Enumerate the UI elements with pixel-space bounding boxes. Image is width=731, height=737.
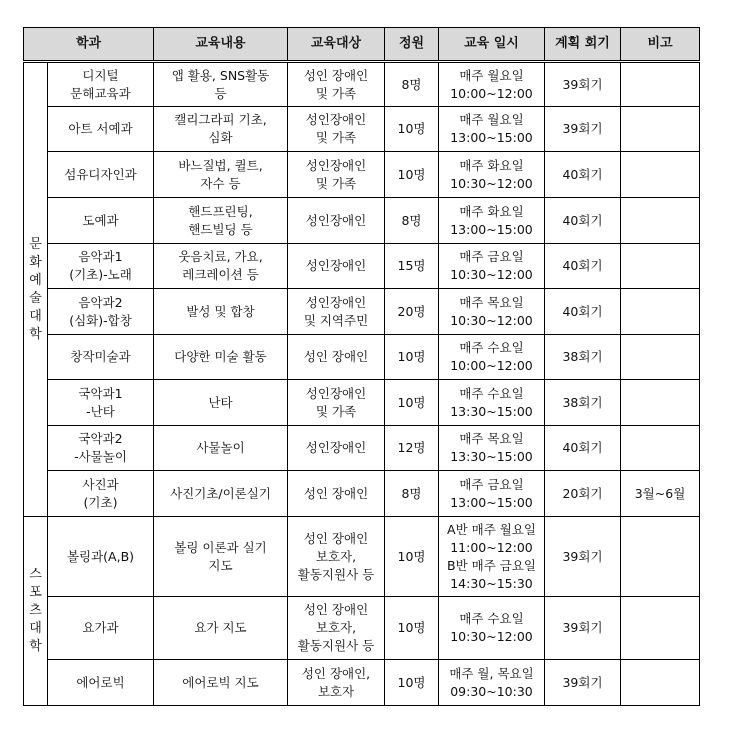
target-cell-line: 성인 장애인 — [303, 602, 369, 617]
schedule-cell-line: 13:30~15:00 — [450, 403, 533, 419]
header-target: 교육대상 — [288, 28, 385, 62]
schedule-cell-line: 14:30~15:30 — [450, 575, 533, 591]
table-row — [24, 335, 700, 380]
sessions-cell: 38회기 — [545, 335, 621, 380]
department-cell — [48, 660, 154, 706]
schedule-cell — [439, 107, 545, 152]
group-label-char: 대 — [29, 621, 42, 636]
department-cell-line: 볼링과(A,B) — [66, 548, 135, 564]
schedule-cell-line: 매주 월, 목요일 — [449, 665, 534, 681]
target-cell-line: 활동지원사 등 — [297, 638, 375, 653]
department-cell-line: -난타 — [86, 403, 115, 419]
department-cell-line: 창작미술과 — [70, 349, 131, 364]
department-cell — [48, 152, 154, 198]
header-capacity: 정원 — [385, 28, 439, 62]
department-cell — [48, 380, 154, 426]
department-cell-line: 디지털 — [82, 67, 119, 83]
content-cell — [154, 107, 288, 152]
schedule-cell — [439, 335, 545, 380]
schedule-cell — [439, 660, 545, 706]
department-cell — [48, 62, 154, 107]
content-cell-line: 심화 — [208, 130, 233, 145]
content-cell — [154, 471, 288, 517]
department-cell-line: 아트 서예과 — [68, 121, 133, 136]
department-cell-line: 음악과1 — [78, 249, 123, 264]
target-cell-line: 성인장애인 — [305, 294, 367, 310]
department-cell-line: 섬유디자인과 — [64, 166, 137, 182]
capacity-cell: 10명 — [385, 660, 439, 706]
note-cell — [621, 244, 700, 289]
content-cell — [154, 426, 288, 471]
department-cell — [48, 198, 154, 244]
department-cell — [48, 289, 154, 335]
content-cell — [154, 198, 288, 244]
schedule-cell-line: 매주 월요일 — [459, 67, 524, 83]
content-cell-line: 다양한 미술 활동 — [174, 349, 267, 364]
capacity-cell: 10명 — [385, 597, 439, 660]
target-cell-line: 성인 장애인 — [303, 349, 369, 364]
group-label-char: 학 — [29, 639, 42, 654]
target-cell-line: 성인장애인 — [305, 212, 367, 228]
target-cell-line: 보호자, — [315, 620, 357, 635]
group-label — [24, 62, 48, 517]
content-cell-line: 앱 활용, SNS활동 — [171, 67, 270, 83]
note-cell — [621, 289, 700, 335]
department-cell — [48, 517, 154, 597]
target-cell-line: 및 가족 — [315, 130, 357, 145]
content-cell-line: 에어로빅 지도 — [182, 674, 259, 690]
group-label-char: 화 — [29, 254, 42, 270]
target-cell — [288, 597, 385, 660]
schedule-cell-line: 13:00~15:00 — [450, 130, 533, 145]
table-row — [24, 152, 700, 198]
target-cell — [288, 426, 385, 471]
target-cell-line: 성인장애인 — [305, 440, 367, 455]
schedule-cell — [439, 62, 545, 107]
content-cell-line: 자수 등 — [200, 175, 241, 191]
table-row — [24, 198, 700, 244]
note-cell — [621, 62, 700, 107]
content-cell — [154, 152, 288, 198]
content-cell — [154, 335, 288, 380]
table-row — [24, 380, 700, 426]
sessions-cell: 40회기 — [545, 152, 621, 198]
content-cell-line: 웃음치료, 가요, — [178, 249, 263, 264]
target-cell — [288, 289, 385, 335]
note-cell — [621, 152, 700, 198]
schedule-cell-line: 매주 금요일 — [459, 249, 524, 264]
department-cell-line: 요가과 — [82, 620, 119, 635]
target-cell-line: 성인장애인 — [305, 157, 367, 173]
content-cell — [154, 660, 288, 706]
schedule-cell-line: 11:00~12:00 — [450, 539, 533, 555]
group-label-char: 예 — [29, 272, 42, 288]
capacity-cell: 10명 — [385, 107, 439, 152]
content-cell-line: 요가 지도 — [194, 620, 247, 635]
schedule-cell-line: 13:30~15:00 — [450, 449, 533, 464]
header-note: 비고 — [621, 28, 700, 62]
table-body — [24, 62, 700, 706]
content-cell-line: 사진기초/이론실기 — [170, 485, 271, 501]
target-cell-line: 활동지원사 등 — [297, 566, 375, 582]
content-cell-line: 볼링 이론과 실기 — [174, 539, 267, 555]
target-cell — [288, 471, 385, 517]
capacity-cell: 10명 — [385, 152, 439, 198]
target-cell-line: 성인장애인 — [305, 258, 367, 273]
schedule-cell-line: 매주 월요일 — [459, 112, 524, 127]
schedule-cell-line: 13:00~15:00 — [450, 494, 533, 510]
schedule-cell — [439, 517, 545, 597]
department-cell-line: -사물놀이 — [74, 449, 127, 464]
department-cell-line: (심화)-합창 — [69, 312, 132, 328]
sessions-cell: 39회기 — [545, 660, 621, 706]
target-cell-line: 및 가족 — [315, 403, 357, 419]
department-cell — [48, 471, 154, 517]
header-sessions: 계획 회기 — [545, 28, 621, 62]
target-cell-line: 성인장애인 — [305, 112, 367, 127]
department-cell — [48, 597, 154, 660]
schedule-cell — [439, 152, 545, 198]
target-cell-line: 및 가족 — [315, 85, 357, 101]
schedule-cell-line: 매주 화요일 — [459, 157, 524, 173]
group-label-char: 문 — [29, 236, 42, 252]
target-cell-line: 보호자 — [317, 683, 355, 699]
sessions-cell: 40회기 — [545, 244, 621, 289]
schedule-cell-line: 10:30~12:00 — [450, 312, 533, 328]
header-schedule: 교육 일시 — [439, 28, 545, 62]
target-cell-line: 성인장애인 — [305, 385, 367, 401]
schedule-cell-line: 13:00~15:00 — [450, 221, 533, 237]
content-cell — [154, 244, 288, 289]
group-label-char: 술 — [29, 290, 42, 306]
schedule-cell-line: A반 매주 월요일 — [447, 521, 536, 537]
department-cell-line: 사진과 — [82, 476, 119, 492]
schedule-cell-line: 매주 수요일 — [459, 385, 524, 401]
sessions-cell: 39회기 — [545, 107, 621, 152]
note-cell — [621, 660, 700, 706]
department-cell-line: 에어로빅 — [76, 674, 125, 690]
group-label-char: 포 — [29, 585, 42, 600]
schedule-cell-line: 매주 금요일 — [459, 476, 524, 492]
schedule-cell — [439, 597, 545, 660]
sessions-cell: 20회기 — [545, 471, 621, 517]
capacity-cell: 12명 — [385, 426, 439, 471]
content-cell-line: 난타 — [208, 394, 233, 410]
table-row — [24, 107, 700, 152]
schedule-cell-line: 매주 수요일 — [459, 611, 524, 626]
department-cell — [48, 107, 154, 152]
note-cell — [621, 380, 700, 426]
group-label — [24, 517, 48, 706]
department-cell-line: (기초) — [83, 494, 118, 510]
schedule-cell-line: 10:30~12:00 — [450, 629, 533, 644]
target-cell — [288, 335, 385, 380]
content-cell-line: 레크레이션 등 — [182, 267, 259, 282]
target-cell — [288, 152, 385, 198]
schedule-cell — [439, 244, 545, 289]
department-cell-line: 국악과1 — [78, 385, 123, 401]
sessions-cell: 40회기 — [545, 198, 621, 244]
note-cell — [621, 597, 700, 660]
table-row — [24, 660, 700, 706]
schedule-cell — [439, 426, 545, 471]
capacity-cell: 15명 — [385, 244, 439, 289]
schedule-cell-line: 09:30~10:30 — [450, 683, 533, 699]
content-cell — [154, 62, 288, 107]
target-cell — [288, 198, 385, 244]
schedule-cell-line: 매주 화요일 — [459, 203, 524, 219]
program-table — [23, 27, 700, 706]
sessions-cell: 40회기 — [545, 289, 621, 335]
header-department: 학과 — [24, 28, 154, 62]
note-cell: 3월~6월 — [621, 471, 700, 517]
target-cell-line: 및 가족 — [315, 175, 357, 191]
table-row — [24, 426, 700, 471]
target-cell-line: 및 지역주민 — [303, 312, 369, 328]
content-cell — [154, 380, 288, 426]
table-row — [24, 244, 700, 289]
schedule-cell — [439, 289, 545, 335]
group-label-char: 스 — [29, 567, 42, 582]
sessions-cell: 40회기 — [545, 426, 621, 471]
table-row — [24, 289, 700, 335]
content-cell-line: 핸드빌딩 등 — [188, 221, 253, 237]
target-cell — [288, 660, 385, 706]
capacity-cell: 8명 — [385, 198, 439, 244]
target-cell — [288, 380, 385, 426]
department-cell-line: 도예과 — [82, 212, 119, 228]
department-cell — [48, 335, 154, 380]
department-cell-line: 문해교육과 — [70, 85, 131, 101]
group-label-char: 대 — [29, 308, 42, 324]
note-cell — [621, 198, 700, 244]
header-row — [24, 28, 700, 62]
capacity-cell: 8명 — [385, 471, 439, 517]
schedule-cell-line: 매주 수요일 — [459, 340, 524, 355]
schedule-cell — [439, 198, 545, 244]
content-cell-line: 바느질법, 퀼트, — [178, 157, 263, 173]
target-cell — [288, 517, 385, 597]
target-cell — [288, 62, 385, 107]
content-cell-line: 핸드프린팅, — [188, 203, 253, 219]
content-cell-line: 사물놀이 — [196, 440, 245, 455]
target-cell-line: 성인 장애인 — [303, 67, 369, 83]
schedule-cell-line: 10:30~12:00 — [450, 267, 533, 282]
table-row — [24, 62, 700, 107]
target-cell-line: 보호자, — [315, 548, 357, 564]
department-cell — [48, 244, 154, 289]
content-cell-line: 캘리그라피 기초, — [174, 112, 267, 127]
header-content: 교육내용 — [154, 28, 288, 62]
capacity-cell: 10명 — [385, 380, 439, 426]
note-cell — [621, 335, 700, 380]
note-cell — [621, 426, 700, 471]
department-cell-line: 음악과2 — [78, 294, 123, 310]
schedule-cell-line: 10:30~12:00 — [450, 175, 533, 191]
schedule-cell-line: B반 매주 금요일 — [447, 557, 536, 573]
group-label-char: 츠 — [29, 603, 42, 618]
target-cell-line: 성인 장애인, — [301, 665, 371, 681]
sessions-cell: 39회기 — [545, 517, 621, 597]
department-cell — [48, 426, 154, 471]
schedule-cell-line: 매주 목요일 — [459, 294, 524, 310]
sessions-cell: 39회기 — [545, 597, 621, 660]
schedule-cell — [439, 380, 545, 426]
capacity-cell: 8명 — [385, 62, 439, 107]
schedule-cell-line: 매주 목요일 — [459, 431, 524, 446]
note-cell — [621, 107, 700, 152]
capacity-cell: 20명 — [385, 289, 439, 335]
note-cell — [621, 517, 700, 597]
schedule-cell-line: 10:00~12:00 — [450, 358, 533, 373]
content-cell — [154, 597, 288, 660]
content-cell-line: 발성 및 합창 — [186, 303, 255, 319]
content-cell — [154, 517, 288, 597]
sessions-cell: 39회기 — [545, 62, 621, 107]
capacity-cell: 10명 — [385, 335, 439, 380]
target-cell — [288, 244, 385, 289]
schedule-cell-line: 10:00~12:00 — [450, 85, 533, 101]
content-cell-line: 지도 — [208, 557, 233, 573]
capacity-cell: 10명 — [385, 517, 439, 597]
sessions-cell: 38회기 — [545, 380, 621, 426]
department-cell-line: 국악과2 — [78, 431, 123, 446]
schedule-cell — [439, 471, 545, 517]
table-row — [24, 517, 700, 597]
content-cell — [154, 289, 288, 335]
department-cell-line: (기초)-노래 — [69, 267, 132, 282]
target-cell-line: 성인 장애인 — [303, 530, 369, 546]
table-row — [24, 597, 700, 660]
table-row — [24, 471, 700, 517]
group-label-char: 학 — [29, 326, 42, 342]
target-cell — [288, 107, 385, 152]
content-cell-line: 등 — [214, 85, 227, 101]
target-cell-line: 성인 장애인 — [303, 485, 369, 501]
